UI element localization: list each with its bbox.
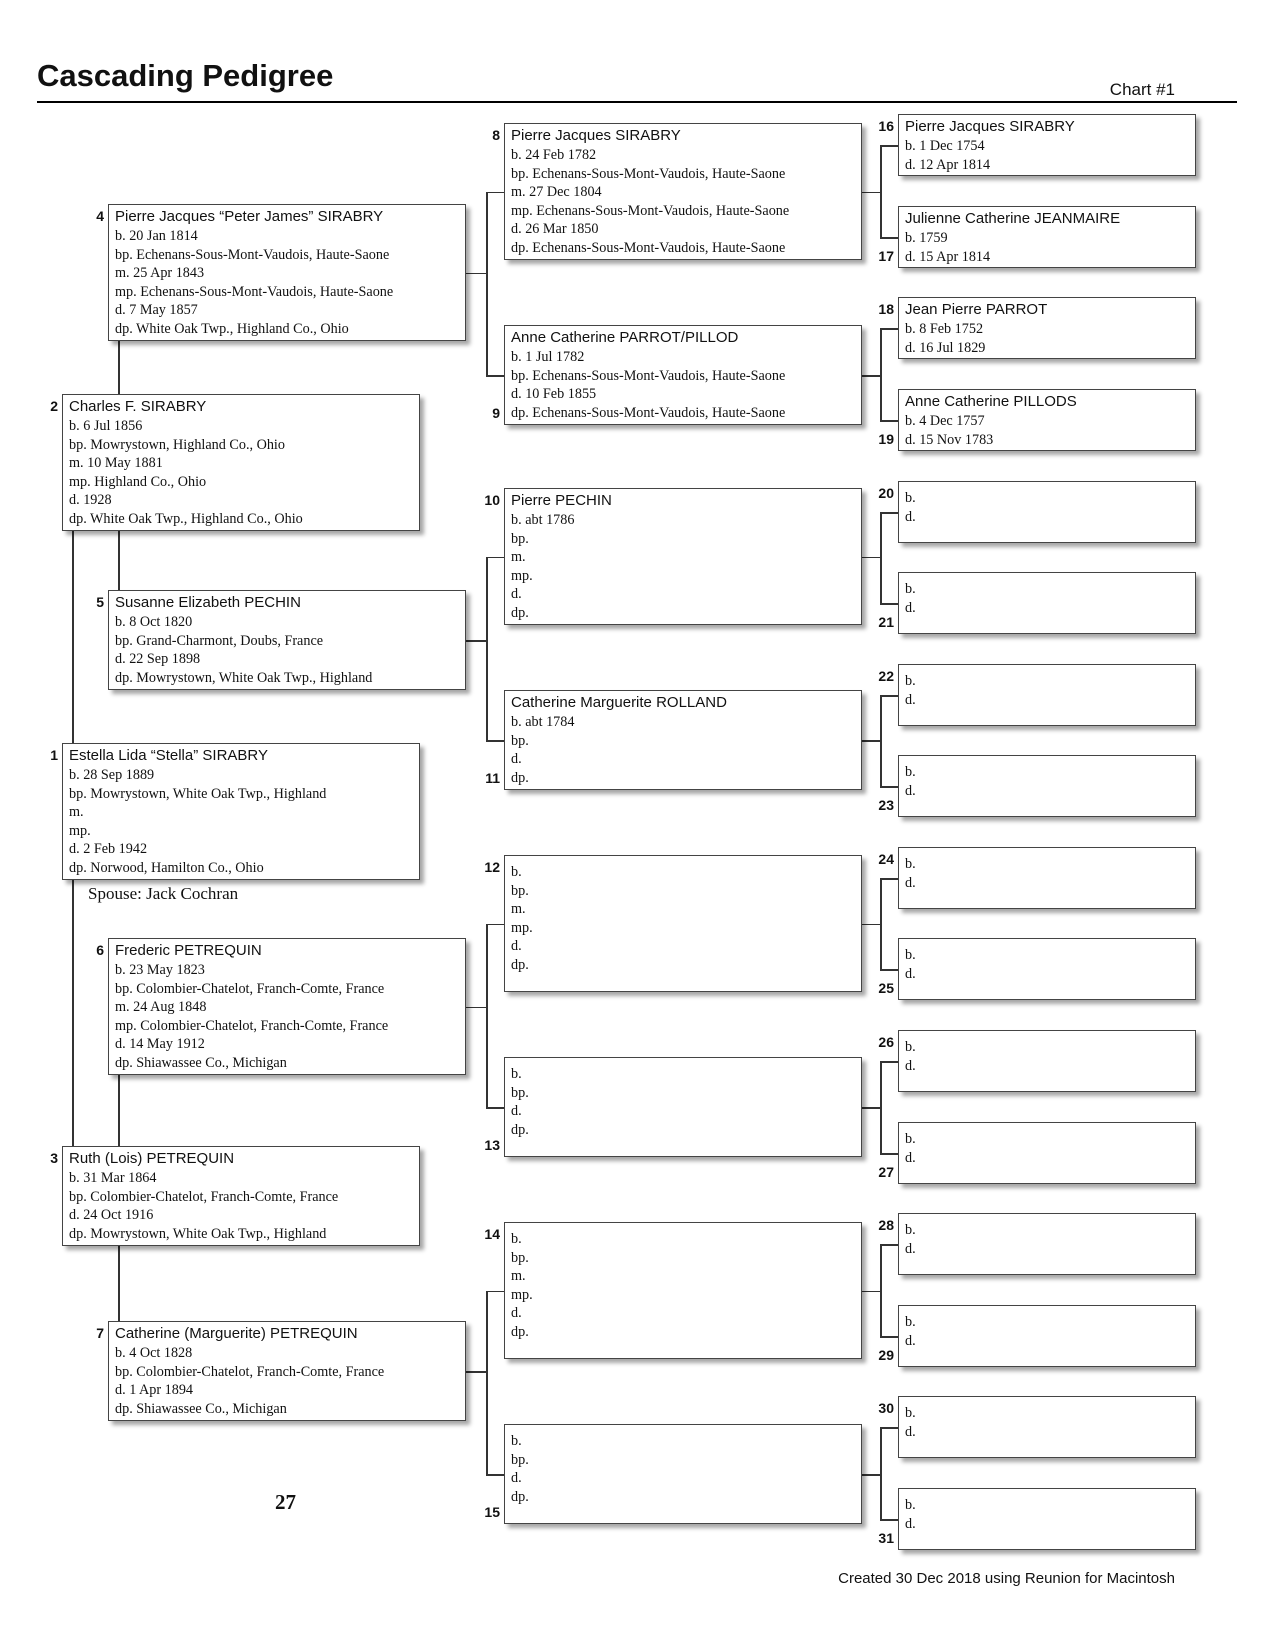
person-detail-line: d. 26 Mar 1850 [511, 221, 599, 237]
person-detail-line: m. [511, 901, 526, 917]
ahnentafel-number: 1 [50, 747, 58, 763]
person-name: Julienne Catherine JEANMAIRE [905, 210, 1121, 227]
person-box-13 [504, 1057, 862, 1157]
person-detail-line: bp. [511, 1084, 529, 1101]
person-detail-line: dp. Mowrystown, White Oak Twp., Highland [115, 669, 373, 686]
person-detail-line: dp. [511, 769, 529, 786]
connector-line [118, 341, 120, 394]
ahnentafel-number: 10 [484, 492, 500, 508]
person-detail-line: bp. Echenans-Sous-Mont-Vaudois, Haute-Saone [511, 367, 786, 384]
person-box-1 [62, 743, 420, 880]
person-box-11 [504, 690, 862, 790]
person-detail-line: d. [905, 1515, 916, 1532]
connector-line [862, 192, 880, 194]
connector-line [880, 878, 882, 969]
ahnentafel-number: 26 [878, 1034, 894, 1050]
person-detail-line: m. [511, 549, 526, 565]
ahnentafel-number: 3 [50, 1150, 58, 1166]
ahnentafel-number: 22 [878, 668, 894, 684]
person-detail-line: dp. White Oak Twp., Highland Co., Ohio [115, 320, 349, 337]
person-box-17 [898, 206, 1196, 268]
footer-credit: Created 30 Dec 2018 using Reunion for Macintosh [838, 1570, 1175, 1587]
person-name: Ruth (Lois) PETREQUIN [69, 1150, 235, 1167]
connector-line [880, 145, 898, 147]
person-detail-line: dp. [511, 956, 529, 973]
person-detail-line: mp. [511, 919, 533, 936]
person-detail-line: mp. Echenans-Sous-Mont-Vaudois, Haute-Saone [115, 283, 394, 300]
connector-line [880, 512, 898, 514]
connector-line [880, 328, 882, 420]
person-detail-line: d. [511, 938, 522, 954]
person-detail-line: b. 8 Feb 1752 [905, 321, 984, 337]
person-box-30 [898, 1396, 1196, 1458]
person-detail-line: d. [905, 1423, 916, 1440]
person-detail-line: bp. Grand-Charmont, Doubs, France [115, 632, 324, 649]
person-detail-line: d. [511, 1103, 522, 1119]
person-detail-line: d. 14 May 1912 [115, 1036, 205, 1052]
connector-line [880, 786, 898, 788]
connector-line [486, 924, 488, 1108]
connector-line [880, 1519, 898, 1521]
connector-line [880, 237, 898, 239]
person-detail-line: bp. [511, 1451, 529, 1468]
person-detail-line: dp. [511, 1121, 529, 1138]
person-detail-line: d. [905, 1149, 916, 1166]
person-box-31 [898, 1488, 1196, 1550]
ahnentafel-number: 13 [484, 1137, 500, 1153]
ahnentafel-number: 23 [878, 797, 894, 813]
person-box-9 [504, 325, 862, 425]
connector-line [486, 192, 488, 376]
person-name: Susanne Elizabeth PECHIN [115, 594, 301, 611]
person-detail-line: d. 15 Nov 1783 [905, 431, 994, 448]
person-box-21 [898, 572, 1196, 634]
connector-line [466, 1371, 486, 1373]
connector-line [862, 924, 880, 926]
ahnentafel-number: 12 [484, 859, 500, 875]
connector-line [72, 531, 74, 743]
connector-line [880, 1427, 898, 1429]
person-name: Estella Lida “Stella” SIRABRY [69, 747, 268, 764]
person-detail-line: b. [905, 1039, 916, 1055]
connector-line [486, 1107, 504, 1109]
person-detail-line: d. [905, 782, 916, 799]
person-detail-line: d. [905, 508, 916, 525]
connector-line [486, 557, 504, 559]
person-detail-line: bp. Mowrystown, White Oak Twp., Highland [69, 785, 327, 802]
connector-line [486, 924, 504, 926]
ahnentafel-number: 31 [878, 1530, 894, 1546]
person-detail-line: b. 24 Feb 1782 [511, 147, 597, 163]
person-detail-line: mp. [511, 1286, 533, 1303]
person-name: Pierre Jacques SIRABRY [905, 118, 1075, 135]
ahnentafel-number: 8 [492, 127, 500, 143]
person-detail-line: d. 15 Apr 1814 [905, 248, 991, 265]
connector-line [486, 1474, 504, 1476]
connector-line [880, 512, 882, 603]
person-detail-line: d. 10 Feb 1855 [511, 386, 597, 402]
person-detail-line: b. 1 Dec 1754 [905, 138, 985, 154]
person-box-7 [108, 1321, 466, 1421]
person-detail-line: dp. [511, 1323, 529, 1340]
person-detail-line: d. [905, 1332, 916, 1349]
connector-line [118, 1246, 120, 1321]
person-detail-line: bp. Colombier-Chatelot, Franch-Comte, France [115, 1363, 385, 1380]
person-detail-line: d. 12 Apr 1814 [905, 156, 991, 173]
person-detail-line: dp. Echenans-Sous-Mont-Vaudois, Haute-Saone [511, 404, 786, 421]
person-detail-line: b. abt 1784 [511, 714, 575, 730]
person-detail-line: b. 4 Dec 1757 [905, 413, 985, 429]
person-detail-line: bp. [511, 882, 529, 899]
person-detail-line: d. [511, 1305, 522, 1321]
ahnentafel-number: 17 [878, 248, 894, 264]
ahnentafel-number: 20 [878, 485, 894, 501]
person-box-6 [108, 938, 466, 1075]
person-detail-line: d. [511, 751, 522, 767]
person-name: Pierre Jacques “Peter James” SIRABRY [115, 208, 384, 225]
connector-line [486, 557, 488, 741]
ahnentafel-number: 4 [96, 208, 104, 224]
connector-line [880, 1244, 898, 1246]
person-box-23 [898, 755, 1196, 817]
person-detail-line: d. 1 Apr 1894 [115, 1382, 194, 1398]
person-box-4 [108, 204, 466, 341]
person-detail-line: dp. White Oak Twp., Highland Co., Ohio [69, 510, 303, 527]
person-box-14 [504, 1222, 862, 1359]
person-detail-line: b. [905, 1314, 916, 1330]
person-detail-line: bp. Colombier-Chatelot, Franch-Comte, France [115, 980, 385, 997]
connector-line [880, 420, 898, 422]
person-name: Anne Catherine PARROT/PILLOD [511, 329, 739, 346]
connector-line [880, 1061, 882, 1153]
person-detail-line: m. 24 Aug 1848 [115, 999, 207, 1015]
person-name: Charles F. SIRABRY [69, 398, 207, 415]
person-detail-line: d. [905, 965, 916, 982]
connector-line [118, 531, 120, 590]
person-detail-line: d. [511, 586, 522, 602]
person-detail-line: mp. Highland Co., Ohio [69, 473, 207, 490]
person-detail-line: d. 2 Feb 1942 [69, 841, 148, 857]
person-box-15 [504, 1424, 862, 1524]
person-detail-line: b. 23 May 1823 [115, 962, 205, 978]
person-detail-line: mp. Echenans-Sous-Mont-Vaudois, Haute-Saone [511, 202, 790, 219]
connector-line [880, 1244, 882, 1336]
person-detail-line: b. [511, 1231, 522, 1247]
spouse-note: Spouse: Jack Cochran [88, 884, 239, 903]
person-box-18 [898, 297, 1196, 359]
connector-line [72, 880, 74, 1146]
person-name: Pierre Jacques SIRABRY [511, 127, 681, 144]
ahnentafel-number: 21 [878, 614, 894, 630]
person-detail-line: d. 22 Sep 1898 [115, 651, 201, 667]
person-detail-line: dp. Mowrystown, White Oak Twp., Highland [69, 1225, 327, 1242]
person-detail-line: dp. Shiawassee Co., Michigan [115, 1054, 287, 1071]
ahnentafel-number: 7 [96, 1325, 104, 1341]
ahnentafel-number: 24 [878, 851, 894, 867]
person-detail-line: bp. Mowrystown, Highland Co., Ohio [69, 436, 285, 453]
person-detail-line: bp. [511, 530, 529, 547]
person-box-26 [898, 1030, 1196, 1092]
ahnentafel-number: 6 [96, 942, 104, 958]
connector-line [880, 695, 898, 697]
person-detail-line: b. [905, 1405, 916, 1421]
person-detail-line: b. 6 Jul 1856 [69, 418, 143, 434]
person-box-12 [504, 855, 862, 992]
person-box-5 [108, 590, 466, 690]
connector-line [880, 1061, 898, 1063]
person-detail-line: dp. Shiawassee Co., Michigan [115, 1400, 287, 1417]
ahnentafel-number: 15 [484, 1504, 500, 1520]
ahnentafel-number: 16 [878, 118, 894, 134]
person-detail-line: b. 1759 [905, 230, 948, 246]
person-detail-line: b. [905, 490, 916, 506]
connector-line [486, 192, 504, 194]
person-detail-line: m. [69, 804, 84, 820]
ahnentafel-number: 29 [878, 1347, 894, 1363]
person-detail-line: d. 16 Jul 1829 [905, 339, 986, 356]
person-detail-line: d. [905, 691, 916, 708]
person-box-27 [898, 1122, 1196, 1184]
ahnentafel-number: 2 [50, 398, 58, 414]
person-detail-line: mp. Colombier-Chatelot, Franch-Comte, France [115, 1017, 389, 1034]
person-detail-line: d. [511, 1470, 522, 1486]
person-detail-line: b. [511, 864, 522, 880]
person-box-10 [504, 488, 862, 625]
person-detail-line: b. [905, 1497, 916, 1513]
chart-number: Chart #1 [1109, 80, 1175, 99]
person-name: Anne Catherine PILLODS [905, 393, 1077, 410]
ahnentafel-number: 28 [878, 1217, 894, 1233]
ahnentafel-number: 27 [878, 1164, 894, 1180]
person-name: Jean Pierre PARROT [905, 301, 1048, 318]
person-detail-line: d. [905, 874, 916, 891]
person-detail-line: b. [511, 1433, 522, 1449]
connector-line [466, 640, 486, 642]
person-detail-line: b. [905, 947, 916, 963]
ahnentafel-number: 18 [878, 301, 894, 317]
person-detail-line: dp. Norwood, Hamilton Co., Ohio [69, 859, 264, 876]
connector-line [466, 273, 486, 275]
person-box-29 [898, 1305, 1196, 1367]
person-detail-line: b. [905, 1222, 916, 1238]
person-detail-line: dp. [511, 1488, 529, 1505]
connector-line [466, 1007, 486, 1009]
connector-line [880, 969, 898, 971]
person-detail-line: b. 31 Mar 1864 [69, 1170, 157, 1186]
person-box-8 [504, 123, 862, 260]
person-detail-line: m. 27 Dec 1804 [511, 184, 602, 200]
person-detail-line: m. [511, 1268, 526, 1284]
person-box-24 [898, 847, 1196, 909]
person-detail-line: d. 24 Oct 1916 [69, 1207, 154, 1223]
ahnentafel-number: 30 [878, 1400, 894, 1416]
person-detail-line: b. 20 Jan 1814 [115, 228, 198, 244]
person-detail-line: d. 1928 [69, 492, 112, 508]
connector-line [862, 1107, 880, 1109]
header-rule [37, 101, 1237, 103]
chart-title: Cascading Pedigree [37, 58, 334, 93]
person-detail-line: b. 8 Oct 1820 [115, 614, 193, 630]
connector-line [486, 740, 504, 742]
person-name: Pierre PECHIN [511, 492, 612, 509]
person-detail-line: b. [905, 1131, 916, 1147]
person-detail-line: mp. [511, 567, 533, 584]
person-detail-line: d. [905, 1057, 916, 1074]
connector-line [862, 1474, 880, 1476]
connector-line [880, 1153, 898, 1155]
person-box-19 [898, 389, 1196, 451]
ahnentafel-number: 11 [485, 770, 500, 786]
connector-line [880, 328, 898, 330]
person-name: Catherine Marguerite ROLLAND [511, 694, 727, 711]
person-detail-line: d. [905, 1240, 916, 1257]
ahnentafel-number: 25 [878, 980, 894, 996]
person-detail-line: bp. Echenans-Sous-Mont-Vaudois, Haute-Saone [115, 246, 390, 263]
person-detail-line: d. 7 May 1857 [115, 302, 198, 318]
person-detail-line: bp. [511, 1249, 529, 1266]
person-detail-line: b. [905, 673, 916, 689]
person-detail-line: b. [905, 764, 916, 780]
connector-line [880, 1336, 898, 1338]
page-number: 27 [275, 1490, 296, 1514]
connector-line [862, 375, 880, 377]
person-detail-line: bp. Echenans-Sous-Mont-Vaudois, Haute-Saone [511, 165, 786, 182]
person-detail-line: b. abt 1786 [511, 512, 575, 528]
connector-line [880, 603, 898, 605]
person-detail-line: mp. [69, 822, 91, 839]
person-name: Catherine (Marguerite) PETREQUIN [115, 1325, 358, 1342]
connector-line [862, 740, 880, 742]
person-detail-line: d. [905, 599, 916, 616]
person-box-16 [898, 114, 1196, 176]
connector-line [880, 145, 882, 237]
person-detail-line: dp. [511, 604, 529, 621]
ahnentafel-number: 9 [492, 405, 500, 421]
person-detail-line: b. [905, 581, 916, 597]
person-detail-line: dp. Echenans-Sous-Mont-Vaudois, Haute-Saone [511, 239, 786, 256]
person-detail-line: m. 25 Apr 1843 [115, 265, 205, 281]
ahnentafel-number: 14 [484, 1226, 500, 1242]
ahnentafel-number: 5 [96, 594, 104, 610]
connector-line [880, 695, 882, 786]
connector-line [118, 1075, 120, 1146]
person-box-20 [898, 481, 1196, 543]
connector-line [862, 557, 880, 559]
connector-line [486, 1291, 504, 1293]
connector-line [880, 878, 898, 880]
person-box-22 [898, 664, 1196, 726]
person-detail-line: b. 1 Jul 1782 [511, 349, 585, 365]
connector-line [880, 1427, 882, 1519]
person-box-28 [898, 1213, 1196, 1275]
person-name: Frederic PETREQUIN [115, 942, 262, 959]
person-detail-line: bp. [511, 732, 529, 749]
person-detail-line: bp. Colombier-Chatelot, Franch-Comte, France [69, 1188, 339, 1205]
person-detail-line: b. [905, 856, 916, 872]
connector-line [486, 1291, 488, 1475]
person-detail-line: m. 10 May 1881 [69, 455, 163, 471]
person-detail-line: b. 28 Sep 1889 [69, 767, 155, 783]
connector-line [486, 375, 504, 377]
person-box-2 [62, 394, 420, 531]
connector-line [862, 1291, 880, 1293]
person-box-3 [62, 1146, 420, 1246]
person-box-25 [898, 938, 1196, 1000]
person-detail-line: b. [511, 1066, 522, 1082]
person-detail-line: b. 4 Oct 1828 [115, 1345, 193, 1361]
ahnentafel-number: 19 [878, 431, 894, 447]
